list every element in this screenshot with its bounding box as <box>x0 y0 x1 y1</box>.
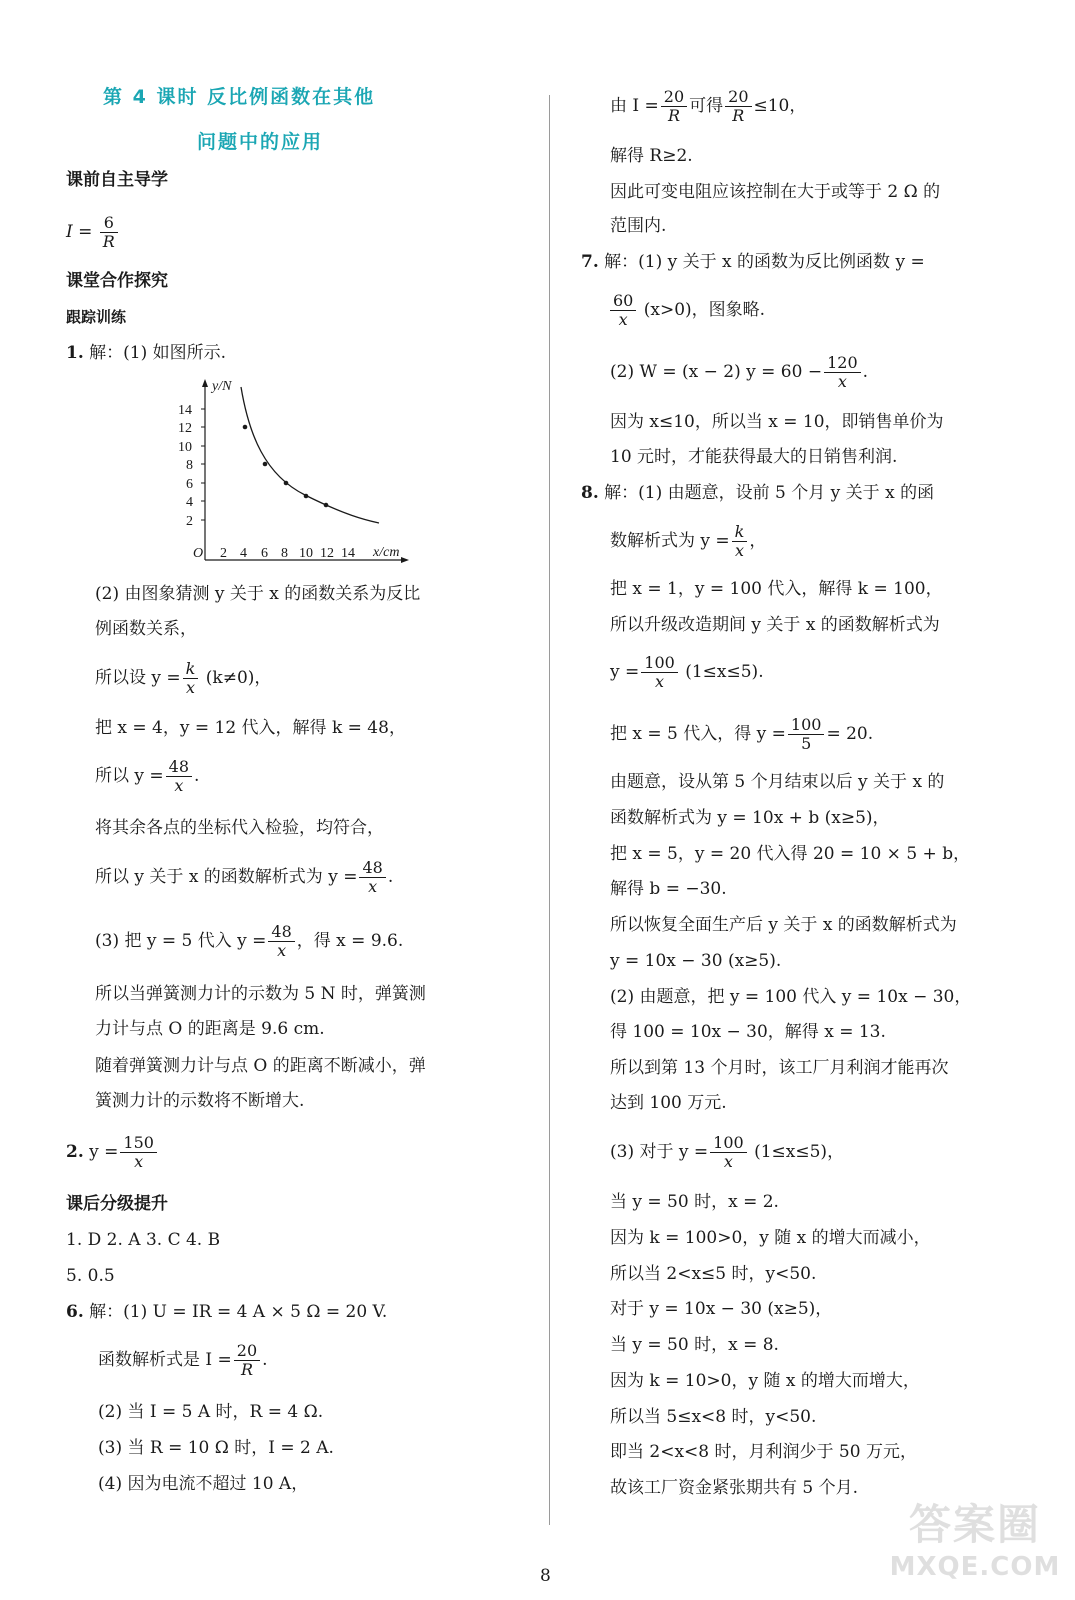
q1-text-9a: 所以当弹簧测力计的示数为 5 N 时，弹簧测 <box>95 984 426 1004</box>
q6-cont-2: 解得 R≥2. <box>610 146 693 166</box>
q6-text-3: (2) 当 I = 5 A 时，R = 4 Ω. <box>98 1402 324 1422</box>
q1-text-10a: 随着弹簧测力计与点 O 的距离不断减小，弹 <box>95 1056 426 1076</box>
q1-text-6: 将其余各点的坐标代入检验，均符合， <box>95 818 384 838</box>
q8-text-11b: 得 100 = 10x − 30，解得 x = 13. <box>610 1022 886 1042</box>
lesson-title-line2: 问题中的应用 <box>197 131 324 153</box>
answer-5: 5. 0.5 <box>66 1266 115 1286</box>
x-tick-6: 6 <box>261 546 268 561</box>
fraction: $\frac{100}{5}$ <box>788 716 825 753</box>
fraction: $\frac{60}{x}$ <box>610 292 636 329</box>
q8-text-5: y = $\frac{100}{x}$ (1≤x≤5). <box>610 653 764 691</box>
y-tick-8: 8 <box>186 458 193 473</box>
q1-text-1: 1. 解：(1) 如图所示. <box>66 343 227 363</box>
x-tick-10: 10 <box>299 546 313 561</box>
q8-text-7a: 由题意，设从第 5 个月结束以后 y 关于 x 的 <box>610 772 945 792</box>
q1-text-4: 把 x = 4，y = 12 代入，解得 k = 48， <box>95 718 406 738</box>
q1-text-8: (3) 把 y = 5 代入 y = $\frac{48}{x}$ ，得 x = 9.6. <box>95 922 404 960</box>
q6-text-5: (4) 因为电流不超过 10 A， <box>98 1474 309 1494</box>
q8-text-18: 当 y = 50 时，x = 8. <box>610 1335 779 1355</box>
section-heading-pre-class: 课前自主导学 <box>66 170 168 190</box>
fraction: $\frac{48}{x}$ <box>268 923 294 960</box>
fraction: $\frac{20}{R}$ <box>234 1342 260 1379</box>
q1-text-10b: 簧测力计的示数将不断增大. <box>95 1091 305 1111</box>
q6-number: 6. <box>66 1302 84 1322</box>
q6-text-2: 函数解析式是 I = $\frac{20}{R}$ . <box>98 1341 268 1379</box>
x-tick-8: 8 <box>281 546 288 561</box>
q8-text-15: 因为 k = 100>0，y 随 x 的增大而减小， <box>610 1228 931 1248</box>
q1-text-2a: (2) 由图象猜测 y 关于 x 的函数关系为反比 <box>95 584 421 604</box>
q2-number: 2. <box>66 1142 84 1162</box>
formula-i-equals <box>66 208 120 256</box>
q8-text-17: 对于 y = 10x − 30 (x≥5)， <box>610 1299 833 1319</box>
q8-text-22: 故该工厂资金紧张期共有 5 个月. <box>610 1478 859 1498</box>
section-heading-after-class: 课后分级提升 <box>66 1194 168 1214</box>
inverse-proportion-graph <box>165 375 430 570</box>
q8-text-14: 当 y = 50 时，x = 2. <box>610 1192 779 1212</box>
subheading-tracking-practice: 跟踪训练 <box>66 308 127 326</box>
data-point <box>304 494 309 499</box>
q7-text-2: $\frac{60}{x}$ (x>0)，图象略. <box>608 286 765 334</box>
fraction: $\frac{k}{x}$ <box>732 523 748 560</box>
q8-text-10a: 所以恢复全面生产后 y 关于 x 的函数解析式为 <box>610 915 957 935</box>
q6-text-4: (3) 当 R = 10 Ω 时，I = 2 A. <box>98 1438 334 1458</box>
q6-cont-1: 由 I = $\frac{20}{R}$ 可得 $\frac{20}{R}$ ≤10， <box>610 87 807 125</box>
q7-text-4a: 因为 x≤10，所以当 x = 10，即销售单价为 <box>610 412 944 432</box>
fraction: $\frac{6}{R}$ <box>100 214 118 251</box>
q7-text-1: 7. 解：(1) y 关于 x 的函数为反比例函数 y = <box>581 252 925 272</box>
q8-text-10b: y = 10x − 30 (x≥5). <box>610 951 782 971</box>
q8-text-7b: 函数解析式为 y = 10x + b (x≥5)， <box>610 808 890 828</box>
q6-cont-3a: 因此可变电阻应该控制在大于或等于 2 Ω 的 <box>610 182 941 202</box>
page-number: 8 <box>540 1566 551 1586</box>
q8-text-13: (3) 对于 y = $\frac{100}{x}$ (1≤x≤5)， <box>610 1133 845 1171</box>
y-tick-12: 12 <box>178 421 192 436</box>
q8-text-2: 数解析式为 y = $\frac{k}{x}$ ， <box>610 522 767 560</box>
q7-text-3: (2) W = (x − 2) y = 60 − $\frac{120}{x}$ . <box>610 353 869 391</box>
q1-text-5: 所以 y = $\frac{48}{x}$ . <box>95 757 200 795</box>
q2-answer: 2. y = $\frac{150}{x}$ <box>66 1128 159 1176</box>
fraction: $\frac{48}{x}$ <box>359 859 385 896</box>
fraction: $\frac{100}{x}$ <box>641 654 678 691</box>
q8-text-19: 因为 k = 10>0，y 随 x 的增大而增大， <box>610 1371 920 1391</box>
q8-text-16: 所以当 2<x≤5 时，y<50. <box>610 1264 817 1284</box>
answers-1-to-4: 1. D 2. A 3. C 4. B <box>66 1230 221 1250</box>
q8-text-8: 把 x = 5，y = 20 代入得 20 = 10 × 5 + b， <box>610 844 971 864</box>
y-tick-2: 2 <box>186 514 193 529</box>
y-axis-arrow <box>202 379 208 387</box>
q8-text-4: 所以升级改造期间 y 关于 x 的函数解析式为 <box>610 615 940 635</box>
x-axis-arrow <box>401 557 409 563</box>
watermark-logo <box>880 1500 1070 1595</box>
q1-text-2b: 例函数关系， <box>95 619 197 639</box>
y-tick-10: 10 <box>178 440 192 455</box>
origin-label: O <box>193 546 204 561</box>
q1-text-3: 所以设 y = $\frac{k}{x}$ (k≠0)， <box>95 659 272 697</box>
x-tick-12: 12 <box>320 546 334 561</box>
x-axis-label: x/cm <box>373 545 400 560</box>
q8-text-9: 解得 b = −30. <box>610 879 727 899</box>
q6-cont-3b: 范围内. <box>610 216 667 236</box>
fraction: $\frac{20}{R}$ <box>661 88 687 125</box>
y-tick-4: 4 <box>186 495 193 510</box>
y-axis-label: y/N <box>212 379 232 394</box>
q8-text-21: 即当 2<x<8 时，月利润少于 50 万元， <box>610 1442 917 1462</box>
q7-number: 7. <box>581 252 599 272</box>
q8-number: 8. <box>581 483 599 503</box>
q1-text-7: 所以 y 关于 x 的函数解析式为 y = $\frac{48}{x}$ . <box>95 858 394 896</box>
data-point <box>324 503 329 508</box>
data-point <box>284 481 289 486</box>
fraction: $\frac{48}{x}$ <box>166 758 192 795</box>
fraction: $\frac{120}{x}$ <box>824 354 861 391</box>
section-heading-in-class: 课堂合作探究 <box>66 271 168 291</box>
fraction: $\frac{100}{x}$ <box>710 1134 747 1171</box>
fraction: $\frac{150}{x}$ <box>120 1134 157 1171</box>
fraction: $\frac{k}{x}$ <box>183 660 199 697</box>
data-point <box>263 462 268 467</box>
q8-text-11a: (2) 由题意，把 y = 100 代入 y = 10x − 30， <box>610 987 972 1007</box>
q8-text-20: 所以当 5≤x<8 时，y<50. <box>610 1407 817 1427</box>
inverse-curve <box>241 387 379 523</box>
q8-text-6: 把 x = 5 代入，得 y = $\frac{100}{5}$ = 20. <box>610 715 874 753</box>
q8-text-12b: 达到 100 万元. <box>610 1093 727 1113</box>
column-divider <box>549 95 550 1525</box>
q7-text-4b: 10 元时，才能获得最大的日销售利润. <box>610 447 898 467</box>
q1-text-9b: 力计与点 O 的距离是 9.6 cm. <box>95 1019 325 1039</box>
watermark-text-cn: 答案圈 <box>908 1500 1041 1549</box>
watermark-text-url: MXQE.COM <box>889 1552 1061 1582</box>
y-tick-6: 6 <box>186 477 193 492</box>
x-tick-2: 2 <box>220 546 227 561</box>
q8-text-3: 把 x = 1，y = 100 代入，解得 k = 100， <box>610 579 943 599</box>
q8-text-12a: 所以到第 13 个月时，该工厂月利润才能再次 <box>610 1058 949 1078</box>
fraction: $\frac{20}{R}$ <box>725 88 751 125</box>
lesson-title-line1: 第 4 课时 反比例函数在其他 <box>103 86 376 108</box>
formula-lhs: I = <box>66 222 93 242</box>
y-tick-14: 14 <box>178 403 192 418</box>
q6-text-1: 6. 解：(1) U = IR = 4 A × 5 Ω = 20 V. <box>66 1302 388 1322</box>
data-point <box>243 425 248 430</box>
x-tick-4: 4 <box>240 546 247 561</box>
q8-text-1: 8. 解：(1) 由题意，设前 5 个月 y 关于 x 的函 <box>581 483 935 503</box>
q1-number: 1. <box>66 343 84 363</box>
x-tick-14: 14 <box>341 546 355 561</box>
